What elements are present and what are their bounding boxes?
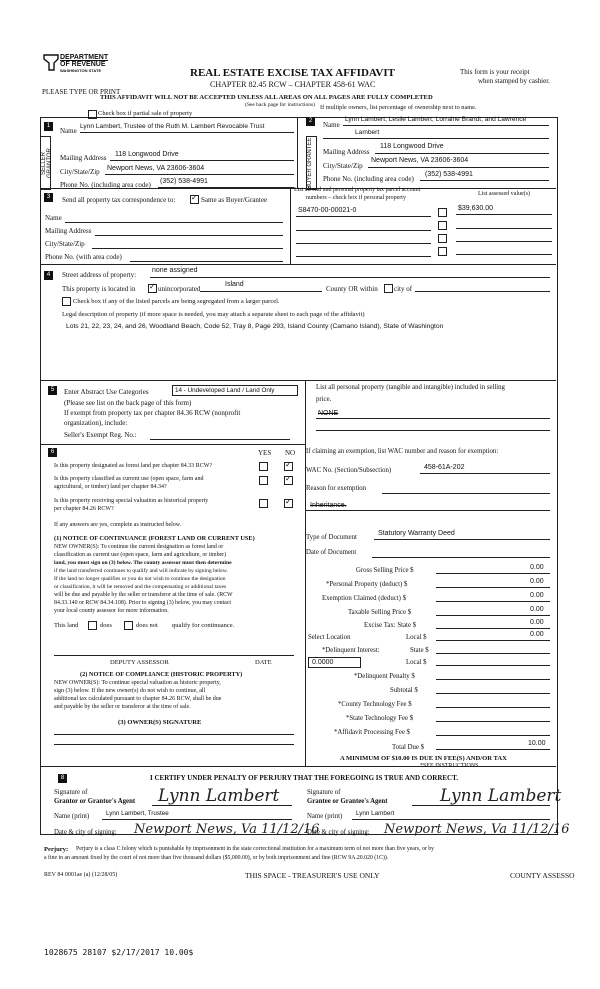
total-due-line	[436, 749, 550, 750]
receipt-note-2: when stamped by cashier.	[478, 77, 550, 85]
section-6-badge: 6	[48, 448, 57, 457]
corr-mailing-label: Mailing Address	[45, 227, 92, 235]
subtotal-line	[436, 693, 550, 694]
seller-mailing[interactable]: 118 Longwood Drive	[115, 151, 179, 158]
certify-statement: I CERTIFY UNDER PENALTY OF PERJURY THAT THE FOREGOING IS TRUE AND CORRECT.	[150, 774, 459, 782]
affidavit-fee-label: *Affidavit Processing Fee $	[334, 729, 410, 736]
notice-2-line-4: and payable by the seller or transferor at the time of sale.	[54, 704, 191, 710]
doc-date-line	[372, 557, 550, 558]
corr-city-line	[92, 248, 283, 249]
pp-line-2	[316, 430, 550, 431]
notice-2-line-1: NEW OWNER(S): To continue special valuation as historic property,	[54, 680, 221, 686]
county-tech-line	[436, 707, 550, 708]
state-tech-line	[436, 721, 550, 722]
section-2-badge: 2	[306, 117, 315, 126]
receipt-note-1: This form is your receipt	[460, 68, 530, 76]
same-as-buyer-checkbox[interactable]	[190, 195, 199, 204]
owner-signature-label: (3) OWNER(S) SIGNATURE	[118, 719, 202, 726]
notice-1-line-9: your local county assessor for more information.	[54, 608, 169, 614]
deputy-date-label: DATE	[255, 659, 272, 666]
buyer-name-line-2	[323, 138, 549, 139]
seller-buyer-divider	[297, 117, 298, 189]
parcel-line-2	[296, 230, 431, 231]
value-line-2	[456, 228, 552, 229]
type-or-print: PLEASE TYPE OR PRINT	[42, 88, 121, 96]
wac-line	[420, 473, 550, 474]
grantor-sig-label-1: Signature of	[54, 789, 88, 796]
grantor-name-line	[102, 819, 292, 820]
dept-line-3: WASHINGTON STATE	[60, 68, 102, 73]
buyer-mailing[interactable]: 118 Longwood Drive	[380, 143, 444, 150]
seller-name[interactable]: Lynn Lambert, Trustee of the Ruth M. Lambert Revocable Trust	[80, 123, 265, 130]
parcel-1[interactable]: S8470-00-00021-0	[298, 207, 357, 214]
grantee-sig-label-2: Grantee or Grantee's Agent	[307, 798, 388, 805]
deputy-line	[54, 655, 294, 656]
section-8-top	[40, 766, 556, 767]
notice-1-line-6: or classification, it will be removed and the compensating or additional taxes	[54, 584, 227, 590]
section-3-bottom	[40, 264, 556, 265]
buyer-mailing-line	[375, 153, 549, 154]
street-value[interactable]: none assigned	[152, 267, 198, 274]
excise-line	[436, 628, 550, 629]
personal-property-label-1: List all personal property (tangible and intangible) included in selling	[316, 384, 505, 391]
buyer-city-line	[368, 167, 549, 168]
see-back-page: (See back page for instructions)	[245, 102, 315, 108]
personal-deduct-line	[436, 587, 550, 588]
section-4-bottom	[40, 380, 556, 381]
same-as-buyer-label: Same as Buyer/Grantee	[201, 196, 268, 204]
reason-line-1	[382, 493, 550, 494]
q2-no-checkbox[interactable]	[284, 476, 293, 485]
q2-yes-checkbox[interactable]	[259, 476, 268, 485]
corr-name-line	[65, 222, 283, 223]
taxable-label: Taxable Selling Price $	[348, 609, 412, 616]
local-2-line	[436, 665, 550, 666]
grantor-date-city[interactable]: Newport News, Va 11/12/16	[134, 822, 320, 837]
grantor-signature[interactable]: Lynn Lambert	[158, 786, 280, 806]
exempt-note-2: organization), include:	[64, 419, 128, 427]
dept-line-2: OF REVENUE	[60, 61, 106, 68]
assessed-value-1[interactable]: $39,630.00	[458, 205, 494, 212]
yes-header: YES	[258, 449, 272, 457]
this-land-label: This land	[54, 622, 79, 629]
delinquent-penalty-label: *Delinquent Penalty $	[354, 673, 415, 680]
notice-1-line-5: If the land no longer qualifies or you do not wish to continue the designation	[54, 576, 226, 582]
seller-mailing-line	[110, 160, 294, 161]
perjury-label: Perjury:	[44, 846, 69, 853]
seller-phone[interactable]: (352) 538-4991	[160, 178, 208, 185]
segregated-checkbox[interactable]	[62, 297, 71, 306]
q3-yes-checkbox[interactable]	[259, 499, 268, 508]
section-4-badge: 4	[44, 271, 53, 280]
delinquent-interest-label: *Delinquent Interest:	[322, 647, 380, 654]
owner-sig-line-2	[54, 744, 294, 745]
rate-box[interactable]: 0.0000	[308, 657, 361, 668]
grantee-name-print[interactable]: Lynn Lambert	[356, 810, 395, 817]
seller-name-line	[80, 132, 294, 133]
parcel-4-personal-checkbox[interactable]	[438, 247, 447, 256]
local-2-label: Local $	[406, 659, 427, 666]
does-checkbox[interactable]	[88, 621, 97, 630]
notice-2-line-3: additional tax calculated pursuant to chapter 84.26 RCW, shall be due	[54, 696, 222, 702]
corr-mailing-line	[95, 235, 283, 236]
buyer-name-line-1	[343, 125, 549, 126]
parcel-header-1: List all real and personal property tax parcel account	[294, 187, 421, 193]
question-3b: per chapter 84.26 RCW?	[54, 506, 114, 512]
corr-city-label: City/State/Zip	[45, 240, 85, 248]
seller-city-label: City/State/Zip	[60, 168, 100, 176]
does-label: does	[100, 622, 112, 629]
does-not-checkbox[interactable]	[124, 621, 133, 630]
chapter-line: CHAPTER 82.45 RCW – CHAPTER 458-61 WAC	[210, 80, 376, 89]
personal-property-label-2: price.	[316, 396, 332, 403]
street-line	[150, 277, 550, 278]
parcel-line-1	[296, 216, 431, 217]
abstract-use-label: Enter Abstract Use Categories	[64, 388, 149, 396]
notice-2-title: (2) NOTICE OF COMPLIANCE (HISTORIC PROPERTY)	[80, 671, 243, 678]
section-3-badge: 3	[44, 193, 53, 202]
perjury-line-2: a fine in an amount fixed by the court of not more than five thousand dollars ($5,000.00), or by both imprisonment and fine (RCW 9A.20.020 (1C)).	[44, 855, 389, 861]
delinquent-penalty-line	[436, 679, 550, 680]
q3-no-checkbox[interactable]	[284, 499, 293, 508]
legal-description[interactable]: Lots 21, 22, 23, 24, and 26, Woodland Beach, Code 52, Tray 8, Page 293, Island County (Camano Island), State of Washington	[66, 323, 444, 330]
no-header: NO	[285, 449, 296, 457]
exempt-note-1: If exempt from property tax per chapter 84.36 RCW (nonprofit	[64, 409, 241, 417]
grantee-sig-label-1: Signature of	[307, 789, 341, 796]
parcel-line-4	[296, 256, 431, 257]
buyer-phone-label: Phone No. (including area code)	[323, 175, 414, 183]
buyer-city-label: City/State/Zip	[323, 162, 363, 170]
assessed-header: List assessed value(s)	[478, 191, 530, 197]
gross-line	[436, 573, 550, 574]
buyer-phone[interactable]: (352) 538-4991	[425, 171, 473, 178]
washington-state-icon	[42, 53, 60, 73]
deputy-assessor-label: DEPUTY ASSESSOR	[110, 659, 169, 666]
buyer-side-label: BUYER GRANTEE	[306, 136, 317, 190]
seller-name-label: Name	[60, 127, 77, 135]
buyer-name-1[interactable]: Lynn Lambert, Leslie Lambert, Lorraine Brandt, and Lawrence	[345, 116, 527, 123]
see-instructions: *SEE INSTRUCTIONS	[420, 763, 479, 769]
reason-line-2	[306, 510, 550, 511]
dept-line-1: DEPARTMENT	[60, 54, 109, 61]
section-1-badge: 1	[44, 122, 53, 131]
unincorporated-checkbox[interactable]	[148, 284, 157, 293]
parcel-line-3	[296, 243, 431, 244]
grantee-name-label: Name (print)	[307, 813, 343, 820]
notice-1-title: (1) NOTICE OF CONTINUANCE (FOREST LAND OR CURRENT USE)	[54, 535, 255, 542]
local-value[interactable]: 0.00	[530, 631, 544, 638]
city-of-line	[415, 291, 550, 292]
main-column-divider	[305, 380, 306, 766]
segregated-label: Check box if any of the listed parcels are being segregated from a larger parcel.	[73, 298, 280, 305]
grantee-sig-line	[412, 805, 550, 806]
section-8-badge: 8	[58, 774, 67, 783]
grantee-signature[interactable]: Lynn Lambert	[440, 786, 562, 806]
county-label: County OR within	[326, 285, 378, 293]
parcel-1-personal-checkbox[interactable]	[438, 208, 447, 217]
warning-line: THIS AFFIDAVIT WILL NOT BE ACCEPTED UNLESS ALL AREAS ON ALL PAGES ARE FULLY COMPLETED	[100, 94, 433, 101]
seller-city-line	[105, 174, 294, 175]
gross-label: Gross Selling Price $	[356, 567, 414, 574]
taxable-value[interactable]: 0.00	[530, 606, 544, 613]
city-of-label: city of	[394, 285, 413, 293]
treasurer-note: THIS SPACE - TREASURER'S USE ONLY	[245, 871, 380, 880]
doc-type-label: Type of Document	[306, 534, 357, 541]
q1-yes-checkbox[interactable]	[259, 462, 268, 471]
excise-label: Excise Tax: State $	[364, 622, 417, 629]
seller-phone-label: Phone No. (including area code)	[60, 181, 151, 189]
question-1: Is this property designated as forest land per chapter 84.33 RCW?	[54, 463, 213, 469]
minimum-note: A MINIMUM OF $10.00 IS DUE IN FEE(S) AND/OR TAX	[340, 755, 507, 762]
section-3-divider	[290, 188, 291, 264]
doc-type-line	[374, 539, 550, 540]
local-label: Local $	[406, 634, 427, 641]
total-due-value[interactable]: 10.00	[528, 740, 546, 747]
sellers-reg-label: Seller's Exempt Reg. No.:	[64, 431, 137, 439]
exemption-deduct-value[interactable]: 0.00	[530, 592, 544, 599]
county-assessor-note: COUNTY ASSESSO	[510, 871, 575, 880]
value-line-1	[456, 214, 552, 215]
seller-mailing-label: Mailing Address	[60, 154, 107, 162]
parcel-header-2: numbers – check box if personal property	[306, 195, 406, 201]
pp-line-1	[316, 418, 550, 419]
corr-phone-label: Phone No. (with area code)	[45, 253, 122, 261]
notice-1-line-1: NEW OWNER(S): To continue the current designation as forest land or	[54, 544, 224, 550]
grantor-date-label: Date & city of signing:	[54, 829, 117, 836]
buyer-name-label: Name	[323, 121, 340, 129]
grantor-sig-label-2: Grantor or Grantor's Agent	[54, 798, 136, 805]
grantor-name-print[interactable]: Lynn Lambert, Trustee	[106, 810, 169, 817]
reason-label: Reason for exemption	[306, 485, 367, 492]
delinquent-state-line	[436, 653, 550, 654]
does-not-label: does not	[136, 622, 158, 629]
question-3a: Is this property receiving special valuation as historical property	[54, 498, 209, 504]
parcel-2-personal-checkbox[interactable]	[438, 221, 447, 230]
subtotal-label: Subtotal $	[390, 687, 418, 694]
sellers-reg-line	[150, 439, 290, 440]
excise-value[interactable]: 0.00	[530, 619, 544, 626]
form-title: REAL ESTATE EXCISE TAX AFFIDAVIT	[190, 67, 395, 79]
street-label: Street address of property:	[62, 271, 137, 279]
buyer-phone-line	[420, 180, 549, 181]
affidavit-fee-line	[436, 735, 550, 736]
buyer-name-2[interactable]: Lambert	[355, 129, 380, 136]
exemption-deduct-line	[436, 601, 550, 602]
taxable-line	[436, 615, 550, 616]
section-5-bottom	[40, 444, 305, 445]
seller-side-label: SELLER GRANTOR	[40, 136, 51, 190]
buyer-mailing-label: Mailing Address	[323, 148, 370, 156]
correspondence-label: Send all property tax correspondence to:	[62, 196, 176, 204]
buyer-city[interactable]: Newport News, VA 23606-3604	[371, 157, 469, 164]
local-line	[436, 640, 550, 641]
see-list-note: (Please see list on the back page of this form)	[64, 399, 192, 407]
city-of-checkbox[interactable]	[384, 284, 393, 293]
value-line-4	[456, 254, 552, 255]
doc-date-label: Date of Document	[306, 549, 357, 556]
notice-1-line-3: land, you must sign on (3) below. The county assessor must then determine	[54, 560, 232, 566]
notice-1-line-7: will be due and payable by the seller or transferor at the time of sale. (RCW	[54, 592, 233, 598]
wac-label: WAC No. (Section/Subsection)	[306, 467, 392, 474]
exemption-label: If claiming an exemption, list WAC number and reason for exemption:	[306, 448, 499, 455]
personal-deduct-value[interactable]: 0.00	[530, 578, 544, 585]
parcel-3-personal-checkbox[interactable]	[438, 234, 447, 243]
rev-number: REV 84 0001ae (a) (12/28/05)	[44, 872, 118, 878]
if-any-yes: If any answers are yes, complete as instructed below.	[54, 522, 182, 528]
grantee-date-label: Date & city of signing:	[307, 829, 370, 836]
partial-sale-label: Check box if partial sale of property	[98, 110, 193, 117]
qualify-label: qualify for continuance.	[172, 622, 235, 629]
total-due-label: Total Due $	[392, 744, 424, 751]
select-location-label: Select Location	[308, 634, 351, 641]
value-line-3	[456, 241, 552, 242]
legal-label: Legal description of property (if more space is needed, you may attach a separate sheet to each page of the affidavit)	[62, 311, 365, 318]
located-label: This property is located in	[62, 285, 136, 293]
county-tech-label: *County Technology Fee $	[338, 701, 412, 708]
gross-value[interactable]: 0.00	[530, 564, 544, 571]
cashier-stamp: 1028675 28107 $2/17/2017 10.00$	[44, 948, 194, 957]
notice-1-line-4: if the land transferred continues to qualify and will indicate by signing below.	[54, 568, 228, 574]
owner-sig-line-1	[54, 734, 294, 735]
grantor-name-label: Name (print)	[54, 813, 90, 820]
state-tech-label: *State Technology Fee $	[346, 715, 414, 722]
question-2b: agricultural, or timber) land per chapter 84.34?	[54, 484, 167, 490]
county-value[interactable]: Island	[225, 281, 244, 288]
seller-city[interactable]: Newport News, VA 23606-3604	[107, 165, 205, 172]
notice-2-line-2: sign (3) below. If the new owner(s) do not wish to continue, all	[54, 688, 206, 694]
reason-value[interactable]: Inheritance.	[310, 502, 347, 509]
abstract-use-value[interactable]: 14 - Undeveloped Land / Land Only	[172, 385, 298, 396]
grantee-date-city[interactable]: Newport News, Va 11/12/16	[384, 822, 570, 837]
notice-1-line-8: 84.33.140 or RCW 84.34.108). Prior to signing (3) below, you may contact	[54, 600, 232, 606]
personal-property-value[interactable]: NONE	[318, 410, 339, 417]
corr-name-label: Name	[45, 214, 62, 222]
notice-1-line-2: classification as current use (open space, farm and agriculture, or timber)	[54, 552, 227, 558]
wac-value[interactable]: 458-61A-202	[424, 464, 465, 471]
county-line	[200, 291, 322, 292]
section-5-badge: 5	[48, 386, 57, 395]
corr-phone-line	[130, 261, 283, 262]
grantor-sig-line	[152, 805, 292, 806]
grantee-name-line	[352, 819, 550, 820]
personal-deduct-label: *Personal Property (deduct) $	[326, 581, 408, 588]
perjury-line-1: Perjury is a class C felony which is punishable by imprisonment in the state correctional institution for a maximum term of not more than five years, or by	[76, 846, 435, 852]
q1-no-checkbox[interactable]	[284, 462, 293, 471]
unincorporated-label: unincorporated	[158, 285, 201, 293]
multiple-owners-note: If multiple owners, list percentage of ownership next to name.	[320, 104, 477, 111]
question-2a: Is this property classified as current use (open space, farm and	[54, 476, 204, 482]
doc-type-value[interactable]: Statutory Warranty Deed	[378, 530, 455, 537]
exemption-deduct-label: Exemption Claimed (deduct) $	[322, 595, 406, 602]
delinquent-state-label: State $	[410, 647, 429, 654]
